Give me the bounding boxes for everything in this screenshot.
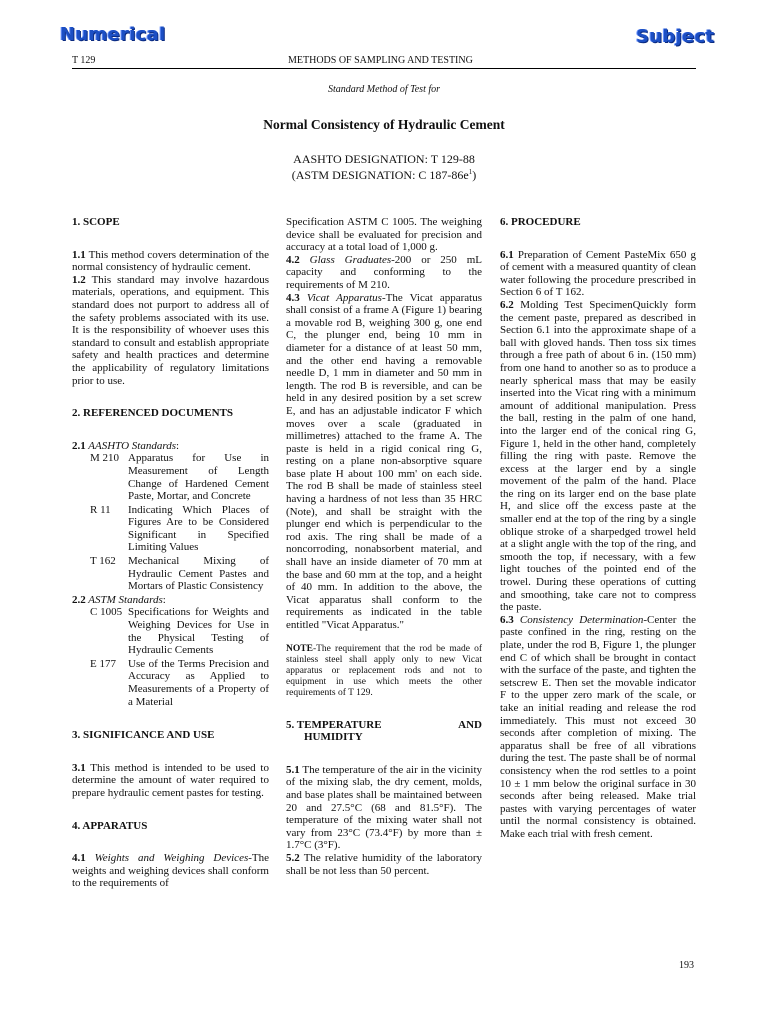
ref-item: R 11 Indicating Which Places of Figures Are to be Considered Significant in Specified Limiting Values [90, 503, 269, 554]
section-2-heading: 2. REFERENCED DOCUMENTS [72, 407, 234, 420]
running-title: METHODS OF SAMPLING AND TESTING [288, 55, 473, 66]
section-3-heading: 3. SIGNIFICANCE AND USE [72, 729, 215, 742]
section-5-heading-cont: HUMIDITY [304, 731, 363, 744]
standard-label: Standard Method of Test for [327, 84, 441, 95]
document-title: Normal Consistency of Hydraulic Cement [263, 117, 505, 132]
page-number: 193 [679, 960, 694, 971]
subject-logo: Subject [636, 26, 715, 47]
column-2 [286, 216, 482, 877]
aashto-standards-label: 2.1 AASHTO Standards: [72, 439, 180, 452]
header-rule [72, 68, 696, 69]
column-3 [500, 216, 696, 841]
section-5-heading: 5. TEMPERATURE AND [286, 718, 482, 731]
section-4-heading: 4. APPARATUS [72, 819, 148, 832]
section-1-heading: 1. SCOPE [72, 216, 120, 228]
astm-designation: (ASTM DESIGNATION: C $187-86e^1$) [291, 168, 477, 182]
astm-standards-label: 2.2 ASTM Standards: [72, 593, 166, 606]
ref-item: C 1005 Specifications for Weights and Weighing Devices for Use in the Physical Testing of Hydraulic Cements [90, 606, 269, 657]
ref-item: E 177 Use of the Terms Precision and Accuracy as Applied to Measurements of a Property of a Material [90, 657, 269, 708]
paragraph-1-1: 1.1 This method covers determination of the normal consistency of hydraulic cement. [72, 248, 269, 274]
note: NOTE-The requirement that the rod be made of stainless steel shall apply only to new Vicat apparatus or replacement rods and not to equipment in use which meets the other requirements of T 129. [286, 643, 482, 698]
paragraph-6-3: 6.3 Consistency Determination-Center the paste confined in the ring, resting on the plate, under the rod B, Figure 1, the plunger end C of which shall be brought in contact with the surface of the paste, and tighten the setscrew E. Then set the movable indicator F to the upper zero mark of the scale, or take an initial reading and release the rod immediately. This must not exceed 30 seconds after completion of mixing. The apparatus shall be free of all vibrations during the test. The paste shall be of normal consistency when the rod settles to a point 10 ± 1 mm below the original surface in 30 seconds after being released. Make trial pastes with varying percentages of water until the normal consistency is obtained. Make each trial with fresh cement. [500, 613, 696, 840]
aashto-designation: AASHTO DESIGNATION: T 129-88 [293, 152, 475, 166]
paragraph-4-1-start: 4.1 Weights and Weighing Devices-The weights and weighing devices shall conform to the requirements of [72, 852, 269, 890]
ref-item: M 210 Apparatus for Use in Measurement of Length Change of Hardened Cement Paste, Mortar, and Concrete [90, 452, 269, 503]
paragraph-4-3: 4.3 Vicat Apparatus-The Vicat apparatus shall consist of a frame A (Figure 1) bearing a movable rod B, weighing 300 g, one end C, the plunger end, being 10 mm in diameter for a distance of at least 50 mm, and the other end having a removable needle D, 1 mm in diameter and 50 mm in length. The rod B is reversible, and can be held in any desired position by a set screw E, and has an adjustable indicator F which moves over a scale (graduated in millimetres) attached to the frame A. The paste is held in a rigid conical ring G, resting on a plane non-absorptive square base plate H about 100 mm' on each side. The rod B shall be made of stainless steel having a hardness of not less than 35 HRC (Note), and shall be straight with the plunger end which is perpendicular to the rod axis. The ring shall be made of a noncorroding, nonabsorbent material, and shall have an inside diameter of 70 mm at the base and 60 mm at the top, and a height of 40 mm. In addition to the above, the Vicat apparatus shall conform to the requirements as indicated in the table entitled "Vicat Apparatus." [286, 291, 482, 631]
paragraph-1-2: 1.2 This standard may involve hazardous materials, operations, and equipment. This standard does not purport to address all of the safety problems associated with its use. It is the responsibility of whoever uses this standard to consult and establish appropriate safety and health practices and determine the applicability of regulatory limitations prior to use. [72, 273, 269, 387]
ref-item: T 162 Mechanical Mixing of Hydraulic Cement Pastes and Mortars of Plastic Consistency [90, 555, 269, 593]
paragraph-6-2: 6.2 Molding Test SpecimenQuickly form the cement paste, prepared as described in Section 6.1 into the approximate shape of a ball with gloved hands. Then toss six times through a free path of about 6 in. (150 mm) from one hand to another so as to produce a nearly spherical mass that may be easily inserted into the Vicat ring with a minimum amount of additional manipulation. Press the ball, resting in the palm of one hand, into the larger end of the conical ring G, Figure 1, held in the other hand, completely filling the ring with paste. Remove the excess at the larger end by a single movement of the palm of the hand. Place the ring on its larger end on the base plate H, and slice off the excess paste at the smaller end at the top of the ring by a single oblique stroke of a sharpedged trowel held at a slight angle with the top of the ring, and smooth the top, if necessary, with a few light touches of the pointed end of the trowel. During these operations of cutting and smoothing, take care not to compress the paste. [500, 298, 696, 614]
document-code: T 129 [72, 55, 96, 66]
paragraph-4-2: 4.2 Glass Graduates-200 or 250 mL capacity and conforming to the requirements of M 210. [286, 253, 482, 291]
paragraph-4-1-end: Specification ASTM C 1005. The weighing device shall be evaluated for precision and accuracy at a total load of 1,000 g. [286, 216, 482, 254]
numerical-logo: Numerical [60, 24, 166, 45]
paragraph-3-1: 3.1 This method is intended to be used to determine the amount of water required to prepare hydraulic cement pastes for testing. [72, 761, 269, 799]
paragraph-5-1: 5.1 The temperature of the air in the vicinity of the mixing slab, the dry cement, molds, and base plates shall be maintained between 20 and 27.5°C (68 and 81.5°F). The temperature of the mixing water shall not vary from 23°C (73.4°F) by more than ± 1.7°C (3°F). [286, 763, 482, 852]
paragraph-5-2: 5.2 The relative humidity of the laboratory shall be not less than 50 percent. [286, 851, 482, 877]
paragraph-6-1: 6.1 Preparation of Cement PasteMix 650 g of cement with a measured quantity of clean water following the procedure prescribed in Section 6 of T 162. [500, 248, 696, 299]
column-1 [72, 216, 269, 890]
section-6-heading: 6. PROCEDURE [500, 216, 581, 228]
